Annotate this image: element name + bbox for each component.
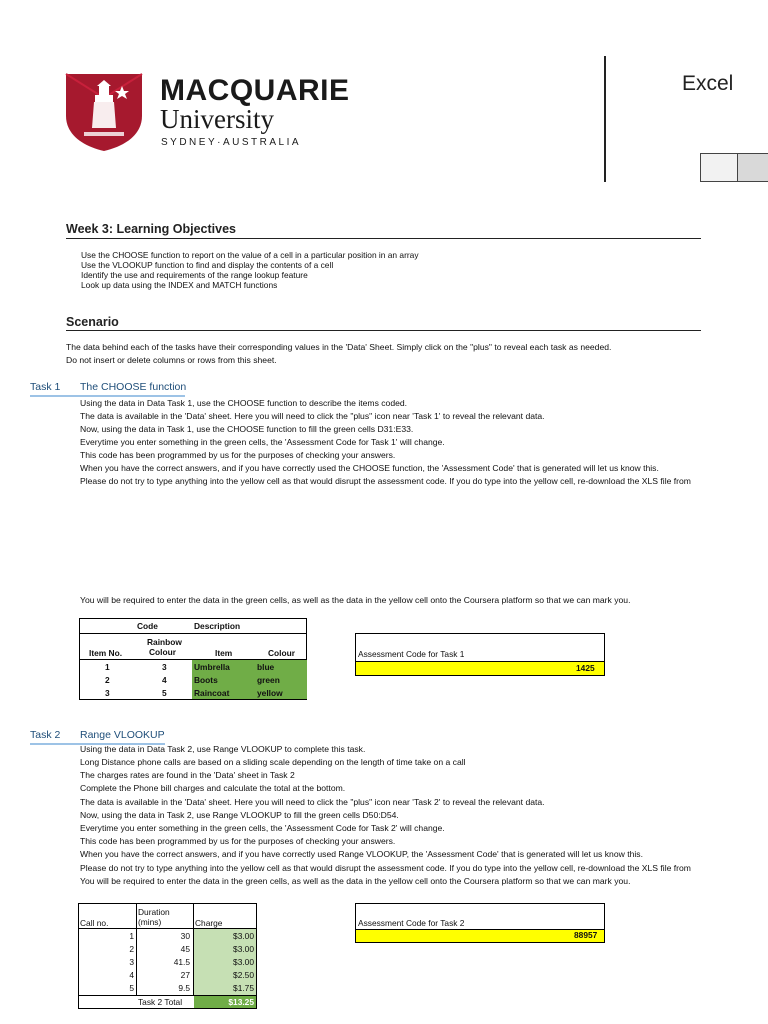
task2-total-value: $13.25 bbox=[228, 997, 254, 1007]
task2-assessment-cell bbox=[356, 929, 604, 942]
task1-line: Using the data in Data Task 1, use the CHOOSE function to describe the items coded. bbox=[80, 398, 408, 408]
task2-title: Range VLOOKUP bbox=[80, 729, 165, 741]
task2-line: Please do not try to type anything into the yellow cell as that would disrupt the assessment code. If you do type into the yellow cell, re-download the XLS file from bbox=[80, 863, 691, 873]
task1-header-item: Item bbox=[215, 648, 233, 658]
task2-input-charge[interactable]: $2.50 bbox=[233, 970, 254, 980]
task2-line: Long Distance phone calls are based on a sliding scale depending on the length of time take on a call bbox=[80, 757, 466, 767]
scenario-line: The data behind each of the tasks have their corresponding values in the 'Data' Sheet. Simply click on the "plus" to reveal each task as needed. bbox=[66, 342, 612, 352]
task1-line: This code has been programmed by us for the purposes of checking your answers. bbox=[80, 450, 396, 460]
task2-cell: 4 bbox=[129, 970, 134, 980]
scenario-title: Scenario bbox=[66, 315, 119, 329]
task1-title: The CHOOSE function bbox=[80, 381, 187, 393]
task1-line: Everytime you enter something in the green cells, the 'Assessment Code for Task 1' will change. bbox=[80, 437, 445, 447]
task2-input-charge[interactable]: $3.00 bbox=[233, 944, 254, 954]
task2-line: This code has been programmed by us for the purposes of checking your answers. bbox=[80, 836, 396, 846]
task2-cell: 27 bbox=[180, 970, 190, 980]
task1-line: Please do not try to type anything into the yellow cell as that would disrupt the assessment code. If you do type into the yellow cell, re-download the XLS file from bbox=[80, 476, 691, 486]
task1-label: Task 1 bbox=[30, 381, 61, 393]
task1-line: The data is available in the 'Data' sheet. Here you will need to click the "plus" icon near 'Task 1' to reveal the relevant data. bbox=[80, 411, 545, 421]
task2-cell: 41.5 bbox=[173, 957, 190, 967]
task1-group-desc: Description bbox=[194, 621, 241, 631]
brand-location: SYDNEY·AUSTRALIA bbox=[161, 137, 302, 148]
task1-header-rainbow-2: Colour bbox=[149, 647, 176, 657]
task2-cell: 30 bbox=[180, 931, 190, 941]
brand-name: MACQUARIE bbox=[160, 74, 350, 107]
task1-input-colour[interactable]: blue bbox=[257, 662, 275, 672]
task2-line: You will be required to enter the data in the green cells, as well as the data in the yellow cell onto the Coursera platform so that we can mark you. bbox=[80, 876, 631, 886]
task1-cell: 4 bbox=[162, 675, 167, 685]
objectives-title: Week 3: Learning Objectives bbox=[66, 222, 236, 236]
task1-assessment-value: 1425 bbox=[576, 663, 595, 673]
task1-line: Now, using the data in Task 1, use the CHOOSE function to fill the green cells D31:E33. bbox=[80, 424, 414, 434]
task2-col-rule bbox=[136, 903, 137, 995]
task2-input-charge[interactable]: $3.00 bbox=[233, 931, 254, 941]
scenario-line: Do not insert or delete columns or rows from this sheet. bbox=[66, 355, 277, 365]
task2-line: When you have the correct answers, and if you have correctly used Range VLOOKUP, the 'Assessment Code' that is generated will let us know this. bbox=[80, 849, 643, 859]
task2-cell: 2 bbox=[129, 944, 134, 954]
task2-input-charge[interactable]: $3.00 bbox=[233, 957, 254, 967]
task1-group-code: Code bbox=[137, 621, 158, 631]
task1-input-item[interactable]: Raincoat bbox=[194, 688, 230, 698]
task2-header-call-no: Call no. bbox=[80, 918, 109, 928]
task2-line: Using the data in Data Task 2, use Range VLOOKUP to complete this task. bbox=[80, 744, 366, 754]
task2-line: The charges rates are found in the 'Data' sheet in Task 2 bbox=[80, 770, 295, 780]
objective-item: Use the VLOOKUP function to find and display the contents of a cell bbox=[81, 260, 334, 270]
objectives-rule bbox=[66, 238, 701, 239]
task2-header-duration-2: (mins) bbox=[138, 917, 162, 927]
task2-cell: 5 bbox=[129, 983, 134, 993]
task1-header-colour: Colour bbox=[268, 648, 295, 658]
task2-assessment-label: Assessment Code for Task 2 bbox=[358, 918, 465, 928]
task2-line: The data is available in the 'Data' sheet. Here you will need to click the "plus" icon near 'Task 2' to reveal the relevant data. bbox=[80, 797, 545, 807]
task1-input-colour[interactable]: green bbox=[257, 675, 280, 685]
task2-line: Everytime you enter something in the green cells, the 'Assessment Code for Task 2' will change. bbox=[80, 823, 445, 833]
task2-cell: 9.5 bbox=[178, 983, 190, 993]
task2-line: Complete the Phone bill charges and calculate the total at the bottom. bbox=[80, 783, 346, 793]
task2-header-charge: Charge bbox=[195, 918, 223, 928]
task2-line: Now, using the data in Task 2, use Range VLOOKUP to fill the green cells D50:D54. bbox=[80, 810, 399, 820]
task1-cell: 5 bbox=[162, 688, 167, 698]
task1-input-item[interactable]: Boots bbox=[194, 675, 218, 685]
macquarie-shield-logo bbox=[64, 72, 144, 152]
task2-cell: 45 bbox=[180, 944, 190, 954]
page-title: Excel bbox=[682, 72, 734, 95]
scenario-rule bbox=[66, 330, 701, 331]
objective-item: Use the CHOOSE function to report on the value of a cell in a particular position in an array bbox=[81, 250, 419, 260]
header-grey-cell-inner bbox=[700, 153, 738, 182]
task1-cell: 3 bbox=[105, 688, 110, 698]
brand-sub: University bbox=[160, 104, 274, 134]
objective-item: Identify the use and requirements of the range lookup feature bbox=[81, 270, 308, 280]
task2-assessment-value: 88957 bbox=[574, 930, 598, 940]
objective-item: Look up data using the INDEX and MATCH functions bbox=[81, 280, 278, 290]
task1-header-rainbow: Rainbow bbox=[147, 637, 182, 647]
task1-assessment-label: Assessment Code for Task 1 bbox=[358, 649, 465, 659]
task2-cell: 3 bbox=[129, 957, 134, 967]
task1-header-item-no: Item No. bbox=[89, 648, 123, 658]
header-divider bbox=[604, 56, 606, 182]
task1-input-item[interactable]: Umbrella bbox=[194, 662, 230, 672]
task1-table-rule bbox=[79, 633, 307, 634]
task2-cell: 1 bbox=[129, 931, 134, 941]
task1-cell: 2 bbox=[105, 675, 110, 685]
task1-input-colour[interactable]: yellow bbox=[257, 688, 283, 698]
task2-header-duration: Duration bbox=[138, 907, 170, 917]
task1-required: You will be required to enter the data in the green cells, as well as the data in the yellow cell onto the Coursera platform so that we can mark you. bbox=[80, 595, 631, 605]
task2-label: Task 2 bbox=[30, 729, 61, 741]
task1-cell: 1 bbox=[105, 662, 110, 672]
task2-input-charge[interactable]: $1.75 bbox=[233, 983, 254, 993]
task1-line: When you have the correct answers, and if you have correctly used the CHOOSE function, the 'Assessment Code' that is generated will let us know this. bbox=[80, 463, 659, 473]
task2-total-label: Task 2 Total bbox=[138, 997, 183, 1007]
task1-assessment-cell bbox=[356, 661, 604, 675]
task1-cell: 3 bbox=[162, 662, 167, 672]
